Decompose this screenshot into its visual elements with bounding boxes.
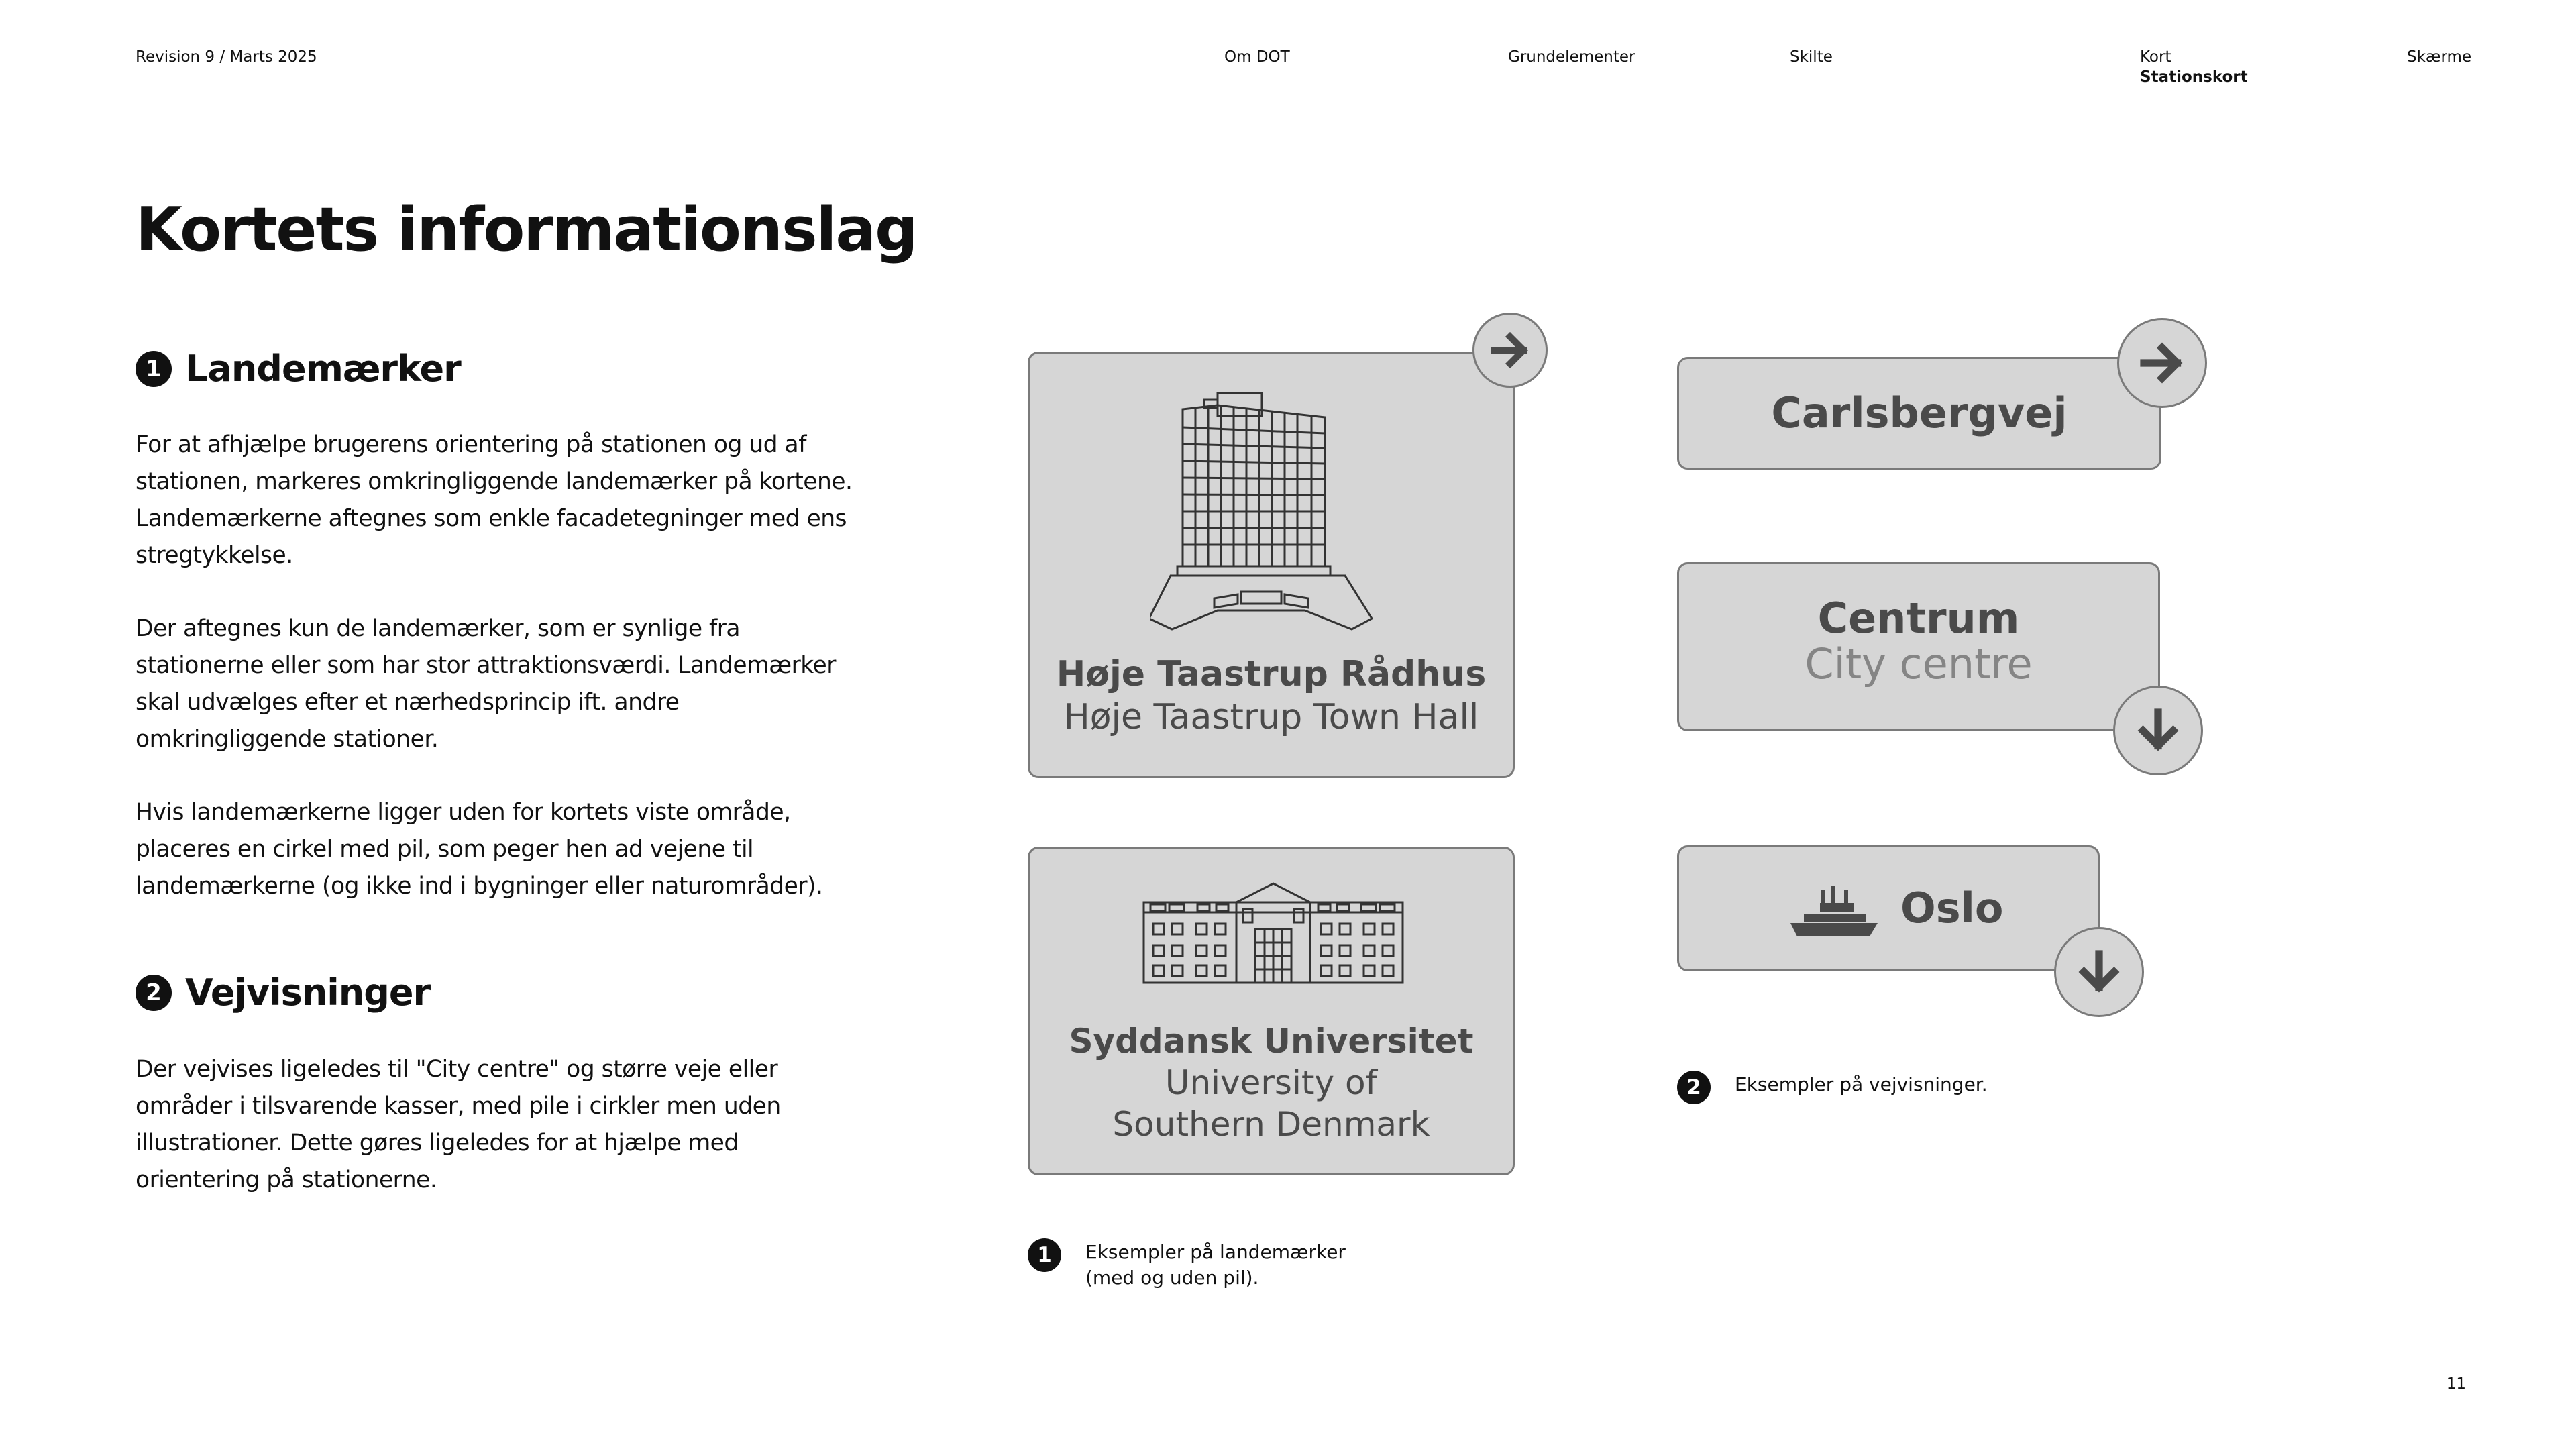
caption-wayfinding <box>1677 1071 1988 1104</box>
wayfinding-card-carlsbergvej <box>1677 357 2161 470</box>
section-title: Landemærker <box>185 347 461 390</box>
landmark-name-da: Høje Taastrup Rådhus <box>1056 654 1487 694</box>
section-number-badge: 1 <box>136 351 172 387</box>
right-arrow-icon <box>2138 339 2186 387</box>
university-icon <box>1142 882 1404 986</box>
nav-grundelementer[interactable]: Grundelementer <box>1508 48 1635 66</box>
wayfinding-arrow-circle <box>2054 927 2144 1017</box>
landmark-card-university <box>1028 847 1515 1175</box>
caption-line: (med og uden pil). <box>1085 1267 1259 1289</box>
nav-kort-active-subitem[interactable]: Stationskort <box>2140 68 2248 86</box>
landmark-name-en: Southern Denmark <box>1112 1105 1430 1144</box>
down-arrow-icon <box>2075 948 2123 996</box>
caption-text <box>1085 1240 1346 1291</box>
wayfinding-arrow-circle <box>2117 318 2207 408</box>
ferry-icon <box>1790 884 1878 938</box>
wayfinding-label: Carlsbergvej <box>1771 388 2068 437</box>
body-paragraph: Der aftegnes kun de landemærker, som er synlige fra stationerne eller som har stor attraktionsværdi. Landemærker skal udvælges efter et nærhedsprincip ift. andre omkringliggende stationer. <box>136 615 836 753</box>
caption-line: Eksempler på landemærker <box>1085 1241 1346 1263</box>
wayfinding-card-oslo <box>1677 845 2100 971</box>
nav-kort[interactable]: Kort <box>2140 48 2171 66</box>
caption-landmarks <box>1028 1238 1346 1291</box>
landmark-name-en: University of <box>1165 1063 1378 1102</box>
body-paragraph: For at afhjælpe brugerens orientering på stationen og ud af stationen, markeres omkringliggende landemærker på kortene. Landemærkerne aftegnes som enkle facadetegninger med ens stregtykkelse. <box>136 431 853 569</box>
landmark-arrow-circle <box>1472 313 1548 388</box>
section-number-badge: 2 <box>136 975 172 1011</box>
down-arrow-icon <box>2134 706 2182 755</box>
wayfinding-label: Centrum <box>1817 594 2020 643</box>
nav-om-dot[interactable]: Om DOT <box>1224 48 1290 66</box>
page-title: Kortets informationslag <box>136 195 917 265</box>
town-hall-icon <box>1150 390 1392 639</box>
landmark-name-da: Syddansk Universitet <box>1069 1022 1474 1061</box>
caption-number-badge: 2 <box>1677 1071 1711 1104</box>
body-paragraph: Hvis landemærkerne ligger uden for kortets viste område, placeres en cirkel med pil, som peger hen ad vejene til landemærkerne (og ikke ind i bygninger eller naturområder). <box>136 799 823 900</box>
section-heading-wayfinding <box>136 971 430 1014</box>
wayfinding-sublabel: City centre <box>1805 639 2033 688</box>
nav-skaerme[interactable]: Skærme <box>2407 48 2472 66</box>
caption-number-badge: 1 <box>1028 1238 1061 1272</box>
landmark-name-en: Høje Taastrup Town Hall <box>1063 697 1479 737</box>
caption-text: Eksempler på vejvisninger. <box>1735 1073 1988 1095</box>
wayfinding-arrow-circle <box>2113 686 2203 775</box>
body-paragraph: Der vejvises ligeledes til "City centre" og større veje eller områder i tilsvarende kasser, med pile i cirkler men uden illustrationer. Dette gøres ligeledes for at hjælpe med orientering på stationerne. <box>136 1056 781 1193</box>
wayfinding-card-centrum <box>1677 562 2160 731</box>
nav-skilte[interactable]: Skilte <box>1790 48 1833 66</box>
page-number: 11 <box>2446 1375 2466 1393</box>
wayfinding-label: Oslo <box>1900 883 2004 932</box>
revision-label: Revision 9 / Marts 2025 <box>136 48 317 66</box>
right-arrow-icon <box>1489 329 1532 372</box>
section-heading-landmarks <box>136 347 461 390</box>
section-title: Vejvisninger <box>185 971 431 1014</box>
landmark-card-town-hall <box>1028 352 1515 778</box>
